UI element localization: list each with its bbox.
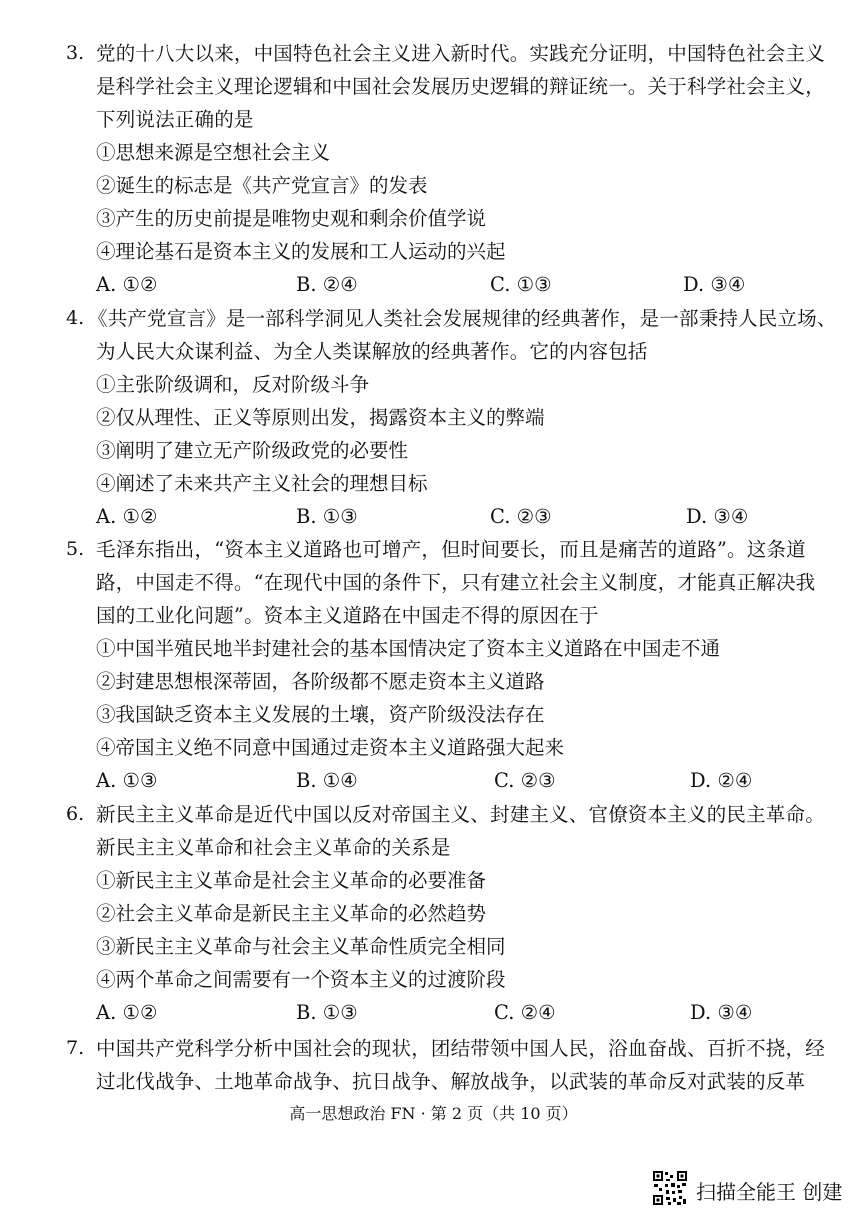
statement-option: ④理论基石是资本主义的发展和工人运动的兴起 xyxy=(96,240,506,263)
answer-choice-d: D. ③④ xyxy=(686,505,749,528)
statement-option: ①中国半殖民地半封建社会的基本国情决定了资本主义道路在中国走不通 xyxy=(96,637,721,660)
qr-code-icon xyxy=(652,1170,688,1206)
statement-option: ①思想来源是空想社会主义 xyxy=(96,141,331,164)
answer-choice-b: B. ①④ xyxy=(296,769,358,792)
answer-choice-c: C. ②④ xyxy=(494,1001,556,1024)
statement-option: ④两个革命之间需要有一个资本主义的过渡阶段 xyxy=(96,968,506,991)
question-stem-line: 下列说法正确的是 xyxy=(96,108,254,131)
question-stem-line: 《共产党宣言》是一部科学洞见人类社会发展规律的经典著作，是一部秉持人民立场、 xyxy=(88,307,837,330)
question-stem-line: 为人民大众谋利益、为全人类谋解放的经典著作。它的内容包括 xyxy=(96,340,648,363)
page-footer: 高一思想政治 FN · 第 2 页（共 10 页） xyxy=(289,1104,578,1123)
question-number: 7. xyxy=(66,1037,85,1059)
answer-choice-a: A. ①② xyxy=(96,1001,158,1024)
question-number: 6. xyxy=(66,803,85,825)
statement-option: ②仅从理性、正义等原则出发，揭露资本主义的弊端 xyxy=(96,406,545,429)
answer-choice-d: D. ③④ xyxy=(683,273,746,296)
statement-option: ①新民主主义革命是社会主义革命的必要准备 xyxy=(96,869,487,892)
question-stem-line: 新民主主义革命和社会主义革命的关系是 xyxy=(96,836,451,859)
statement-option: ④帝国主义绝不同意中国通过走资本主义道路强大起来 xyxy=(96,736,565,759)
statement-option: ②封建思想根深蒂固，各阶级都不愿走资本主义道路 xyxy=(96,670,545,693)
answer-choice-a: A. ①② xyxy=(96,273,158,296)
answer-choice-c: C. ①③ xyxy=(490,273,552,296)
scanner-watermark xyxy=(652,1170,852,1210)
statement-option: ②诞生的标志是《共产党宣言》的发表 xyxy=(96,174,428,197)
statement-option: ③我国缺乏资本主义发展的土壤，资产阶级没法存在 xyxy=(96,703,545,726)
question-stem-line: 党的十八大以来，中国特色社会主义进入新时代。实践充分证明，中国特色社会主义 xyxy=(96,42,825,65)
answer-choice-a: A. ①② xyxy=(96,505,158,528)
question-stem-line: 毛泽东指出，“资本主义道路也可增产，但时间要长，而且是痛苦的道路”。这条道 xyxy=(96,538,806,561)
answer-choice-b: B. ②④ xyxy=(296,273,358,296)
answer-choice-c: C. ②③ xyxy=(490,505,552,528)
statement-option: ③阐明了建立无产阶级政党的必要性 xyxy=(96,439,409,462)
question-stem-line: 是科学社会主义理论逻辑和中国社会发展历史逻辑的辩证统一。关于科学社会主义， xyxy=(96,75,825,98)
question-stem-line: 中国共产党科学分析中国社会的现状，团结带领中国人民，浴血奋战、百折不挠，经 xyxy=(96,1037,825,1060)
statement-option: ②社会主义革命是新民主主义革命的必然趋势 xyxy=(96,902,487,925)
question-number: 3. xyxy=(66,42,85,64)
statement-option: ③新民主主义革命与社会主义革命性质完全相同 xyxy=(96,935,506,958)
question-stem-line: 国的工业化问题”。资本主义道路在中国走不得的原因在于 xyxy=(96,604,599,627)
question-number: 5. xyxy=(66,538,85,560)
statement-option: ③产生的历史前提是唯物史观和剩余价值学说 xyxy=(96,207,487,230)
question-number: 4. xyxy=(66,307,85,329)
answer-choice-a: A. ①③ xyxy=(96,769,158,792)
answer-choice-d: D. ②④ xyxy=(690,769,753,792)
scanner-watermark-text: 扫描全能王 创建 xyxy=(696,1180,843,1204)
answer-choice-b: B. ①③ xyxy=(296,505,358,528)
statement-option: ①主张阶级调和，反对阶级斗争 xyxy=(96,373,370,396)
answer-choice-d: D. ③④ xyxy=(690,1001,753,1024)
question-stem-line: 新民主主义革命是近代中国以反对帝国主义、封建主义、官僚资本主义的民主革命。 xyxy=(96,803,825,826)
question-stem-line: 路，中国走不得。“在现代中国的条件下，只有建立社会主义制度，才能真正解决我 xyxy=(96,571,816,594)
statement-option: ④阐述了未来共产主义社会的理想目标 xyxy=(96,472,428,495)
answer-choice-b: B. ①③ xyxy=(296,1001,358,1024)
answer-choice-c: C. ②③ xyxy=(494,769,556,792)
question-stem-line: 过北伐战争、土地革命战争、抗日战争、解放战争，以武装的革命反对武装的反革 xyxy=(96,1070,806,1093)
